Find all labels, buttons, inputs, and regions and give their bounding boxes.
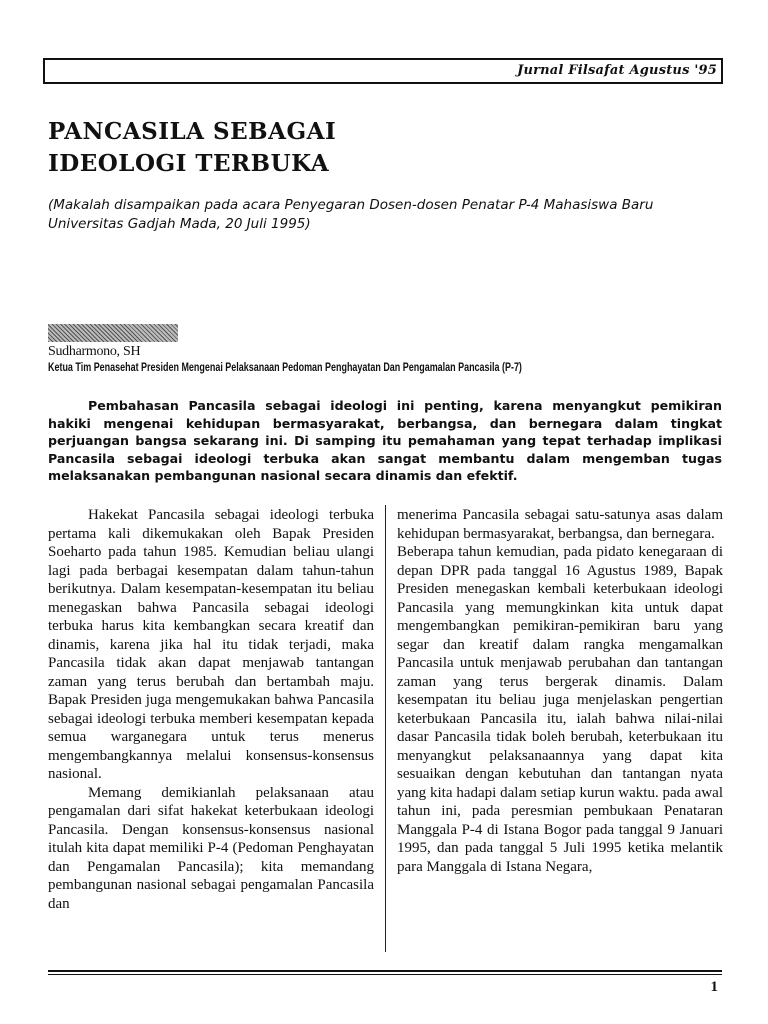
title-line-2: IDEOLOGI TERBUKA [48, 150, 330, 177]
author-role: Ketua Tim Penasehat Presiden Mengenai Pelaksanaan Pedoman Penghayatan Dan Pengamalan Pancasila (P-7) [48, 362, 522, 374]
left-column [48, 506, 374, 913]
right-paragraph-2: Beberapa tahun kemudian, pada pidato kenegaraan di depan DPR pada tanggal 16 Agustus 1989, Bapak Presiden menegaskan kembali keterbukaan ideologi Pancasila yang memungkinkan kita untuk dapat mengembangkan pemikiran-pemikiran baru yang segar dan kreatif dalam rangka mengamalkan Pancasila untuk menjawab perubahan dan tantangan zaman yang terus bergerak dinamis. Dalam kesempatan itu beliau juga menjelaskan pengertian keterbukaan Pancasila itu, ialah bahwa nilai-nilai dasar Pancasila tidak boleh berubah, keterbukaan itu menyangkut pelaksanaannya yang dapat kita sesuaikan dengan kebutuhan dan tantangan nyata yang kita hadapi dalam setiap kurun waktu. pada awal tahun ini, pada peresmian pembukaan Penataran Manggala P-4 di Istana Bogor pada tanggal 9 Januari 1995, dan pada tanggal 5 Juli 1995 ketika melantik para Manggala di Istana Negara, [397, 544, 723, 875]
author-name: Sudharmono, SH [48, 344, 141, 359]
page-number: 1 [710, 979, 718, 995]
author-photo-placeholder [48, 324, 178, 342]
abstract: Pembahasan Pancasila sebagai ideologi ini penting, karena menyangkut pemikiran hakiki mengenai kehidupan bermasyarakat, berbangsa, dan bernegara dalam tingkat perjuangan bangsa sekarang ini. Di samping itu pemahaman yang tepat terhadap implikasi Pancasila sebagai ideologi terbuka akan sangat membantu dalam mengemban tugas melaksanakan pembangunan nasional secara dinamis dan efektif. [48, 398, 722, 483]
article-title [48, 116, 336, 180]
article-subtitle: (Makalah disampaikan pada acara Penyegaran Dosen-dosen Penatar P-4 Mahasiswa Baru Universitas Gadjah Mada, 20 Juli 1995) [48, 197, 654, 232]
right-column [397, 506, 723, 876]
footer-rule [48, 970, 722, 975]
title-line-1: PANCASILA SEBAGAI [48, 118, 337, 145]
column-divider [385, 505, 386, 952]
left-paragraph-2: Memang demikianlah pelaksanaan atau pengamalan dari sifat hakekat keterbukaan ideologi Pancasila. Dengan konsensus-konsensus nasional itulah kita dapat memiliki P-4 (Pedoman Penghayatan dan Pengamalan Pancasila); kita memandang pembangunan nasional sebagai pengamalan Pancasila dan [48, 784, 374, 912]
right-paragraph-1: menerima Pancasila sebagai satu-satunya asas dalam kehidupan bermasyarakat, berbangsa, dan bernegara. [397, 507, 723, 542]
journal-header [43, 58, 723, 84]
left-paragraph-1: Hakekat Pancasila sebagai ideologi terbuka pertama kali dikemukakan oleh Bapak Presiden Soeharto pada tahun 1985. Kemudian beliau ulangi lagi pada berbagai kesempatan dalam tahun-tahun berikutnya. Dalam kesempatan-kesempatan itu beliau menegaskan bahwa Pancasila sebagai ideologi terbuka harus kita kembangkan secara kreatif dan dinamis, karena jika hal itu tidak terjadi, maka Pancasila tidak akan dapat menjawab tantangan zaman yang terus berubah dan bertambah maju. Bapak Presiden juga mengemukakan bahwa Pancasila sebagai ideologi terbuka memberi kesempatan kepada semua warganegara untuk terus menerus mengembangkannya melalui konsensus-konsensus nasional. [48, 507, 374, 782]
journal-name: Jurnal Filsafat Agustus '95 [517, 63, 717, 78]
